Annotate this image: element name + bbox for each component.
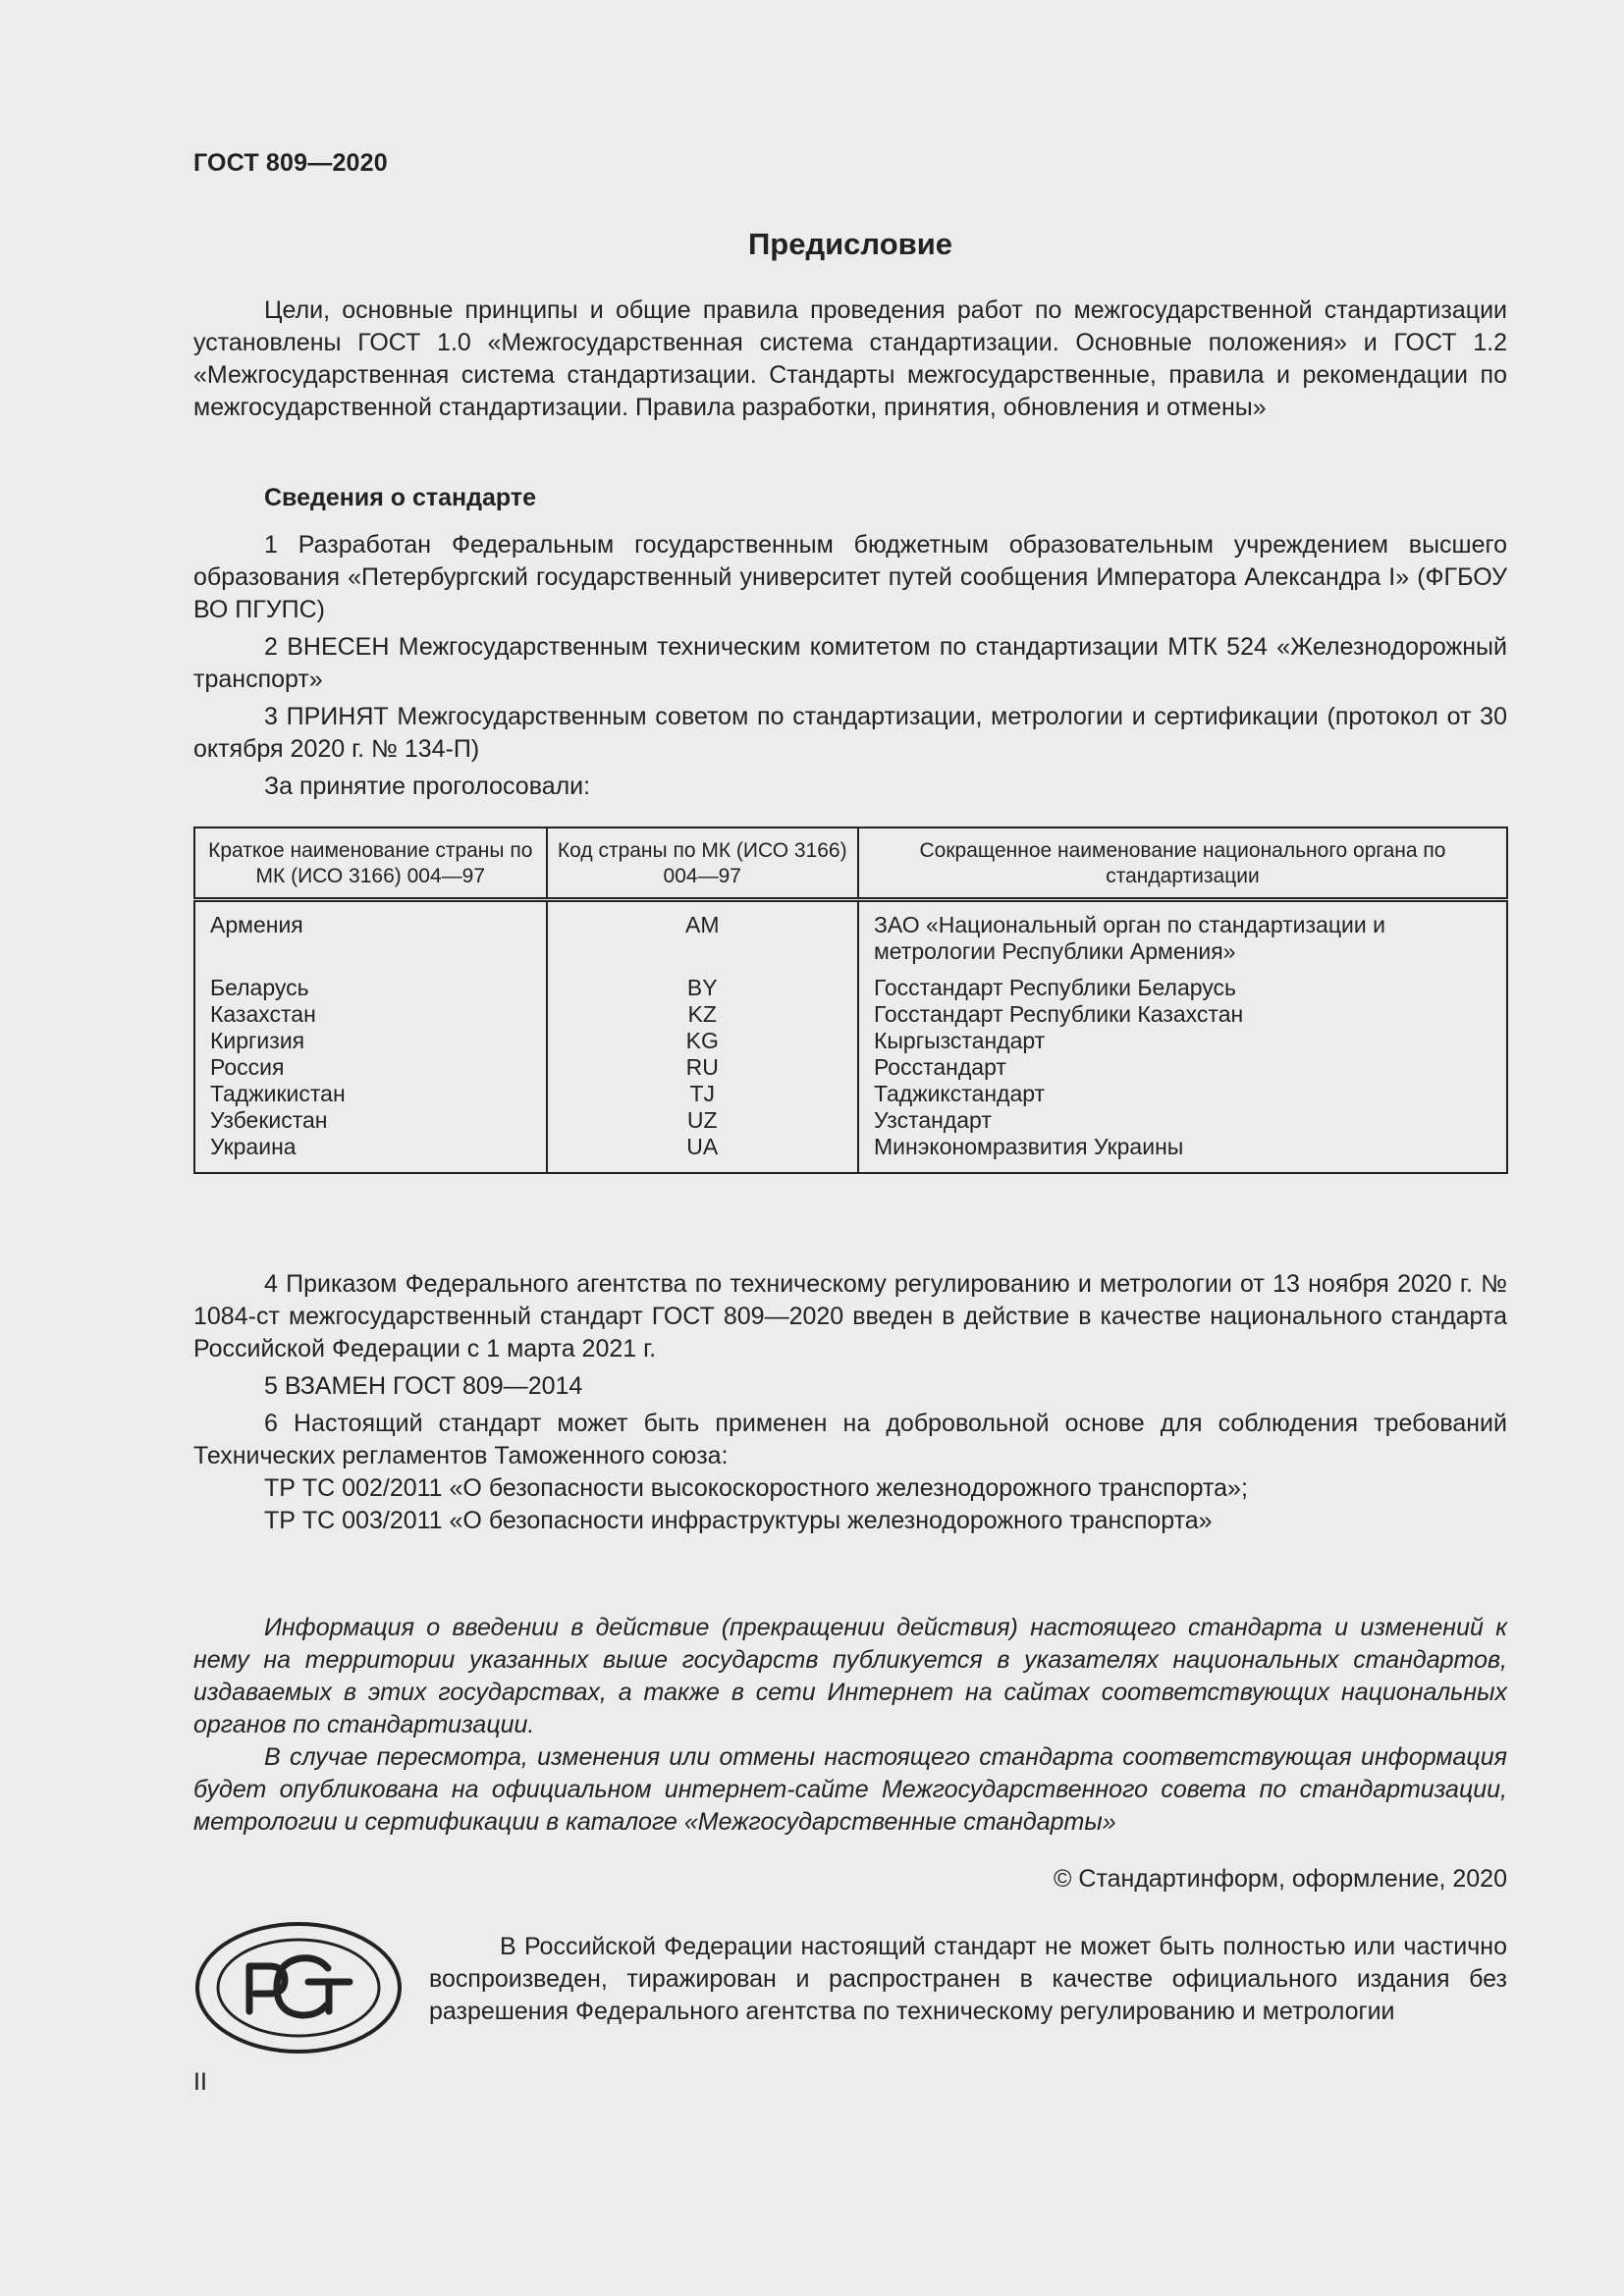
page-title: Предисловие [747, 227, 952, 261]
code-cell: RU [547, 1054, 858, 1081]
note-revision-info: В случае пересмотра, изменения или отмены настоящего стандарта соответствующая информация будет опубликована на официальном интернет-сайте Межгосударственного совета по стандартизации, метрологии и сертификации в каталоге «Межгосударственные стандарты» [193, 1743, 1507, 1836]
country-cell: Казахстан [194, 1001, 547, 1028]
code-cell: UZ [547, 1107, 858, 1134]
item-replaces: 5 ВЗАМЕН ГОСТ 809—2014 [264, 1372, 583, 1400]
country-cell: Узбекистан [194, 1107, 547, 1134]
table-row [194, 1054, 1507, 1081]
code-cell: BY [547, 975, 858, 1001]
rights-notice-text: В Российской Федерации настоящий стандарт не может быть полностью или частично воспроизведен, тиражирован и распространен в качестве официального издания без разрешения Федерального агентства по техническому регулированию и метрологии [429, 1933, 1507, 2025]
country-cell: Армения [194, 900, 547, 976]
item-voluntary-application: 6 Настоящий стандарт может быть применен на добровольной основе для соблюдения требований Технических регламентов Таможенного союза: [193, 1410, 1507, 1469]
rst-certification-mark-icon [194, 1921, 403, 2055]
table-row [194, 1107, 1507, 1134]
code-cell: TJ [547, 1081, 858, 1107]
code-cell: UA [547, 1134, 858, 1173]
header-country-name: Краткое наименование страны по МК (ИСО 3166) 004—97 [194, 828, 547, 900]
organ-cell: Кыргызстандарт [873, 1028, 1046, 1053]
organ-cell: Минэкономразвития Украины [873, 1134, 1184, 1159]
post-table-section [193, 1268, 1507, 1537]
standard-code: ГОСТ 809—2020 [193, 149, 388, 177]
note-publication-info: Информация о введении в действие (прекращении действия) настоящего стандарта и изменений к нему на территории указанных выше государств публикуется в указателях национальных стандартов, издаваемых в этих государствах, а также в сети Интернет на сайтах соответствующих национальных органов по стандартизации. [193, 1614, 1507, 1738]
header-country-code: Код страны по МК (ИСО 3166) 004—97 [547, 828, 858, 900]
code-cell: KZ [547, 1001, 858, 1028]
organ-cell: Госстандарт Республики Беларусь [873, 975, 1237, 1000]
organ-cell: Таджикстандарт [873, 1081, 1046, 1106]
table-header-row [194, 828, 1507, 900]
page-number: II [193, 2068, 207, 2096]
table-row [194, 975, 1507, 1001]
table-row [194, 1134, 1507, 1173]
item-developed: 1 Разработан Федеральным государственным бюджетным образовательным учреждением высшего образования «Петербургский государственный университет путей сообщения Императора Александра I» (ФГБОУ ВО ПГУПС) [193, 531, 1507, 623]
table-row [194, 1028, 1507, 1054]
organ-cell: Госстандарт Республики Казахстан [873, 1001, 1244, 1027]
table-row [194, 1001, 1507, 1028]
regulation-item: ТР ТС 003/2011 «О безопасности инфраструктуры железнодорожного транспорта» [264, 1507, 1213, 1534]
country-cell: Россия [194, 1054, 547, 1081]
info-section [193, 482, 1507, 803]
table-row [194, 900, 1507, 976]
code-cell: KG [547, 1028, 858, 1054]
country-cell: Украина [194, 1134, 547, 1173]
item-put-into-effect: 4 Приказом Федерального агентства по техническому регулированию и метрологии от 13 ноября 2020 г. № 1084-ст межгосударственный стандарт ГОСТ 809—2020 введен в действие в качестве национального стандарта Российской Федерации с 1 марта 2021 г. [193, 1270, 1507, 1362]
intro-paragraph: Цели, основные принципы и общие правила проведения работ по межгосударственной стандартизации установлены ГОСТ 1.0 «Межгосударственная система стандартизации. Основные положения» и ГОСТ 1.2 «Межгосударственная система стандартизации. Стандарты межгосударственные, правила и рекомендации по межгосударственной стандартизации. Правила разработки, принятия, обновления и отмены» [193, 296, 1507, 421]
regulation-item: ТР ТС 002/2011 «О безопасности высокоскоростного железнодорожного транспорта»; [264, 1474, 1248, 1502]
item-adopted: 3 ПРИНЯТ Межгосударственным советом по стандартизации, метрологии и сертификации (протокол от 30 октября 2020 г. № 134-П) [193, 703, 1507, 763]
intro-section [193, 294, 1507, 424]
voting-countries-table [193, 827, 1508, 1174]
copyright-line: © Стандартинформ, оформление, 2020 [1054, 1865, 1507, 1893]
header-standards-body: Сокращенное наименование национального органа по стандартизации [858, 828, 1507, 900]
item-introduced: 2 ВНЕСЕН Межгосударственным техническим комитетом по стандартизации МТК 524 «Железнодорожный транспорт» [193, 633, 1507, 693]
country-cell: Киргизия [194, 1028, 547, 1054]
organ-cell: Узстандарт [873, 1107, 992, 1133]
info-heading: Сведения о стандарте [264, 484, 537, 511]
rights-notice [429, 1931, 1507, 2028]
organ-cell: ЗАО «Национальный орган по стандартизации и метрологии Республики Армения» [873, 912, 1385, 964]
table-row [194, 1081, 1507, 1107]
country-cell: Таджикистан [194, 1081, 547, 1107]
publication-notes [193, 1612, 1507, 1839]
code-cell: AM [547, 900, 858, 976]
country-cell: Беларусь [194, 975, 547, 1001]
voted-label: За принятие проголосовали: [264, 773, 591, 800]
organ-cell: Росстандарт [873, 1054, 1006, 1080]
